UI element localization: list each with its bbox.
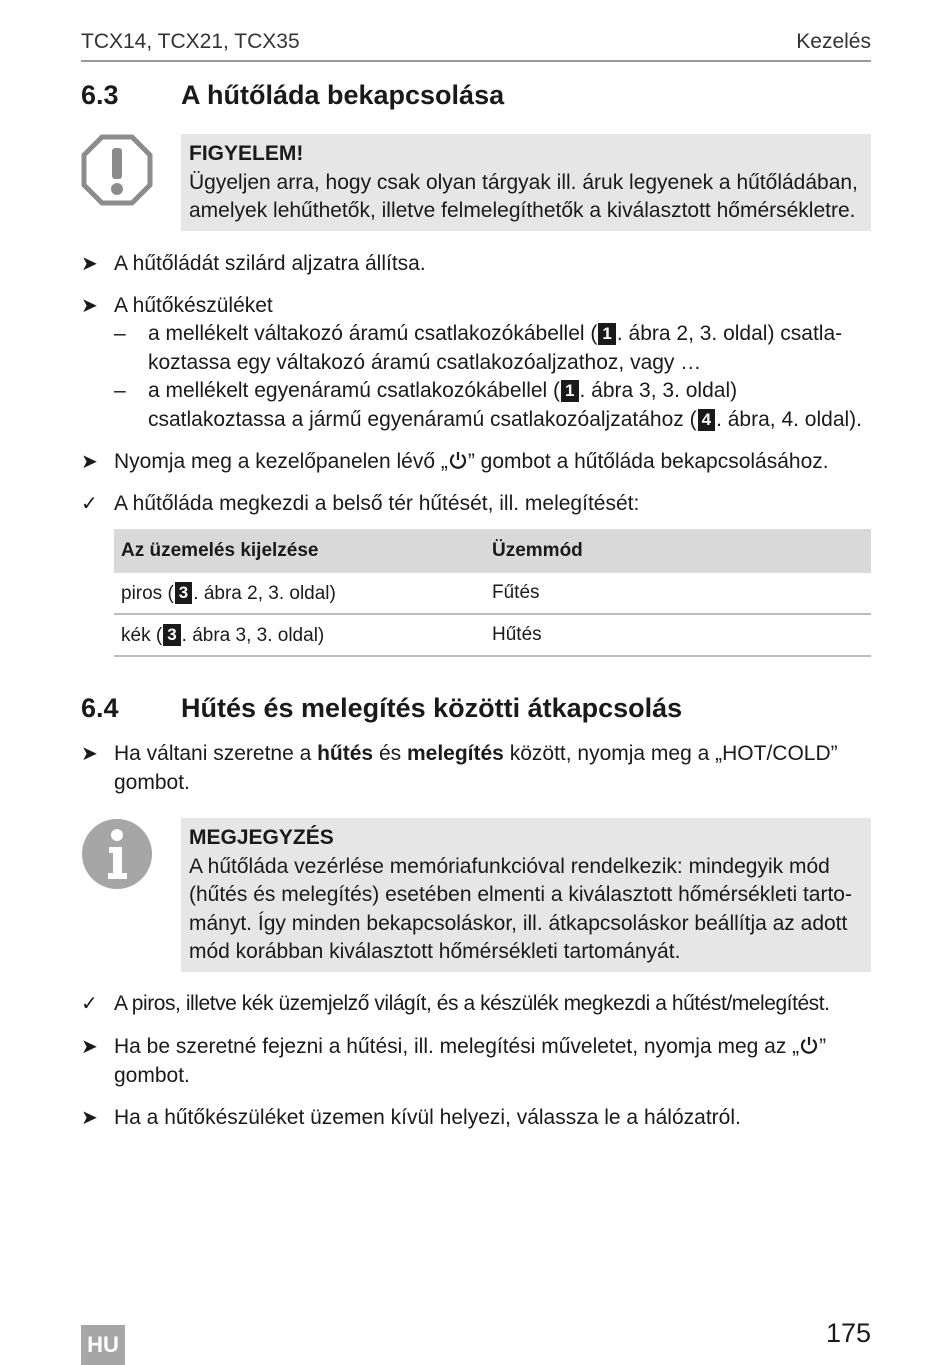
arrow-icon: ➤ xyxy=(81,1036,98,1058)
column-header: Az üzemelés kijelzése xyxy=(121,540,319,561)
info-icon xyxy=(81,818,153,890)
dash-icon: – xyxy=(114,379,126,402)
instruction-step xyxy=(81,250,876,279)
table-cell: Fűtés xyxy=(492,582,540,603)
warning-octagon-icon xyxy=(81,134,153,206)
arrow-icon: ➤ xyxy=(81,743,98,765)
arrow-icon: ➤ xyxy=(81,253,98,275)
header-section: Kezelés xyxy=(796,30,871,53)
section-title: Hűtés és melegítés közötti átkapcsolás xyxy=(181,693,683,723)
table-cell: . ábra 3, 3. oldal) xyxy=(181,624,325,646)
table-row xyxy=(114,573,871,615)
arrow-icon: ➤ xyxy=(81,451,98,473)
step-text: Ha a hűtőkészüléket üzemen kívül helyezi, válassza le a hálózatról. xyxy=(114,1106,741,1129)
check-icon: ✓ xyxy=(81,493,98,515)
section-heading-6-3 xyxy=(81,80,504,111)
instruction-step xyxy=(81,1033,876,1090)
step-text: Ha váltani szeretne a xyxy=(114,742,318,765)
step-text: ” gombot a hűtőláda bekapcsolásához. xyxy=(467,450,829,473)
section-title: A hűtőláda bekapcsolása xyxy=(181,80,505,110)
section-number: 6.4 xyxy=(81,693,119,723)
header-model: TCX14, TCX21, TCX35 xyxy=(81,30,300,53)
instruction-step xyxy=(81,448,876,477)
arrow-icon: ➤ xyxy=(81,295,98,317)
sub-step-text: csatlakoztassa a jármű egyenáramú csatlakozóaljzatához ( xyxy=(148,407,697,431)
sub-step-text: . ábra 2, 3. oldal) csatla- xyxy=(616,322,843,345)
arrow-icon: ➤ xyxy=(81,1107,98,1129)
table-header-row xyxy=(114,529,871,573)
result-text: A hűtőláda megkezdi a belső tér hűtését, ill. melegítését: xyxy=(114,492,640,515)
result-step xyxy=(81,490,876,519)
status-table xyxy=(114,529,871,657)
section-number: 6.3 xyxy=(81,80,119,110)
step-text: Ha be szeretné fejezni a hűtési, ill. melegítési műveletet, nyomja meg az „ xyxy=(114,1035,800,1058)
column-header: Üzemmód xyxy=(492,540,583,561)
step-text: A hűtőkészüléket xyxy=(114,294,273,317)
instruction-step xyxy=(81,292,876,321)
power-icon xyxy=(448,450,468,470)
sub-step-text: . ábra 3, 3. oldal) xyxy=(579,379,738,402)
section-heading-6-4 xyxy=(81,693,682,724)
sub-step-text: a mellékelt egyenáramú csatlakozókábellel ( xyxy=(148,379,561,402)
power-icon xyxy=(799,1035,819,1055)
step-text: gombot. xyxy=(114,1063,190,1087)
page-header xyxy=(81,30,871,62)
step-text: gombot. xyxy=(114,770,190,794)
attention-title: FIGYELEM! xyxy=(189,142,304,165)
result-text: A piros, illetve kék üzemjelző világít, és a készülék megkezdi a hűtést/melegítést. xyxy=(114,992,830,1015)
sub-step-text: . ábra, 4. oldal). xyxy=(716,407,862,431)
step-text: A hűtőládát szilárd aljzatra állítsa. xyxy=(114,252,426,275)
step-text: és xyxy=(373,742,407,765)
step-text: ” xyxy=(819,1035,827,1058)
page-number: 175 xyxy=(825,1318,871,1348)
note-line: A hűtőláda vezérlése memóriafunkcióval rendelkezik: mindegyik mód xyxy=(189,854,830,878)
figure-key: 3 xyxy=(175,582,192,604)
attention-line: amelyek lehűthetők, illetve felmelegíthetők a kiválasztott hőmérsékletre. xyxy=(189,199,856,222)
check-icon: ✓ xyxy=(81,993,98,1015)
instruction-step xyxy=(81,1104,876,1133)
dash-icon: – xyxy=(114,322,126,345)
note-line: mód korábban kiválasztott hőmérsékleti tartományát. xyxy=(189,940,681,963)
figure-key: 1 xyxy=(598,323,615,345)
attention-box xyxy=(181,134,871,231)
figure-key: 4 xyxy=(698,409,715,431)
step-text: között, nyomja meg a „HOT/COLD” xyxy=(503,742,838,765)
figure-key: 3 xyxy=(163,624,180,646)
figure-key: 1 xyxy=(561,380,578,402)
note-line: mányt. Így minden bekapcsoláskor, ill. átkapcsoláskor beállítja az adott xyxy=(189,911,848,935)
step-text: Nyomja meg a kezelőpanelen lévő „ xyxy=(114,450,448,473)
table-cell: . ábra 2, 3. oldal) xyxy=(193,582,336,604)
sub-step-text: a mellékelt váltakozó áramú csatlakozókábellel ( xyxy=(148,322,598,345)
table-cell: Hűtés xyxy=(492,624,542,645)
note-line: (hűtés és melegítés) esetében elmenti a kiválasztott hőmérsékleti tarto- xyxy=(189,883,852,906)
step-keyword: melegítés xyxy=(406,742,504,765)
table-cell: piros ( xyxy=(121,582,174,604)
table-row xyxy=(114,615,871,657)
step-keyword: hűtés xyxy=(317,742,374,765)
result-step xyxy=(81,990,881,1019)
sub-step xyxy=(114,320,874,377)
sub-step xyxy=(114,377,874,434)
note-title: MEGJEGYZÉS xyxy=(189,826,334,849)
language-badge: HU xyxy=(81,1325,125,1365)
attention-line: Ügyeljen arra, hogy csak olyan tárgyak ill. áruk legyenek a hűtőládában, xyxy=(189,170,858,194)
note-box xyxy=(181,818,871,972)
sub-step-text: koztassa egy váltakozó áramú csatlakozóaljzathoz, vagy … xyxy=(148,350,702,374)
instruction-step xyxy=(81,740,876,797)
table-cell: kék ( xyxy=(121,624,163,646)
